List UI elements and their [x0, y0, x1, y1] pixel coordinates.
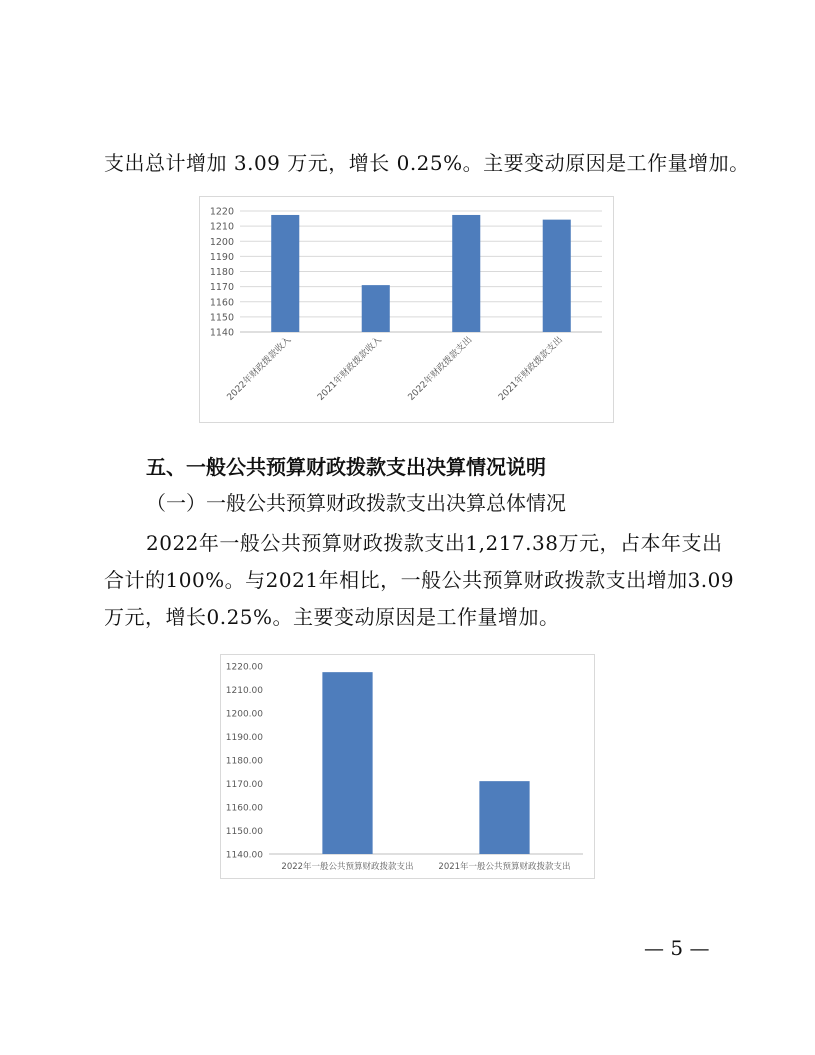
chart-2-y-tick-label: 1170.00 — [225, 780, 263, 790]
chart-2-bar — [322, 672, 372, 854]
top-paragraph-line: 支出总计增加 3.09 万元，增长 0.25%。主要变动原因是工作量增加。 — [104, 151, 750, 175]
chart-2 — [220, 654, 595, 879]
chart-1-y-tick-label: 1140 — [209, 327, 234, 339]
chart-2-bar — [479, 781, 529, 854]
chart-2-y-tick-label: 1180.00 — [225, 756, 263, 767]
chart-1-y-tick-label: 1170 — [209, 282, 234, 294]
chart-2-category-label: 2021年一般公共预算财政拨款支出 — [438, 862, 571, 872]
sub-heading: （一）一般公共预算财政拨款支出决算总体情况 — [146, 491, 566, 515]
chart-2-y-tick-label: 1210.00 — [225, 686, 263, 696]
paragraph-line-1: 2022年一般公共预算财政拨款支出1,217.38万元，占本年支出 — [146, 531, 723, 555]
chart-1-bar — [452, 215, 480, 332]
chart-1-svg — [200, 197, 613, 422]
chart-2-y-tick-label: 1140.00 — [225, 850, 263, 861]
chart-1-y-tick-label: 1180 — [209, 267, 234, 278]
chart-1-category-label: 2022年财政拨款支出 — [406, 335, 475, 403]
chart-1-category-label: 2022年财政拨款收入 — [225, 335, 294, 403]
chart-1-y-tick-label: 1200 — [209, 236, 234, 248]
chart-1-bar — [362, 285, 390, 332]
page-number: — 5 — — [644, 936, 710, 960]
section-heading: 五、一般公共预算财政拨款支出决算情况说明 — [146, 455, 546, 479]
paragraph-line-2: 合计的100%。与2021年相比，一般公共预算财政拨款支出增加3.09 — [104, 568, 735, 592]
chart-1-y-tick-label: 1150 — [209, 312, 234, 324]
chart-2-y-tick-label: 1190.00 — [225, 733, 263, 743]
paragraph-line-3: 万元，增长0.25%。主要变动原因是工作量增加。 — [104, 605, 560, 629]
chart-1 — [199, 196, 614, 423]
chart-1-bar — [543, 220, 571, 332]
chart-1-category-label: 2021年财政拨款支出 — [497, 335, 565, 403]
chart-2-y-tick-label: 1160.00 — [225, 803, 263, 814]
chart-1-y-tick-label: 1220 — [209, 206, 234, 218]
chart-2-y-tick-label: 1200.00 — [225, 709, 263, 720]
chart-1-y-tick-label: 1210 — [209, 221, 234, 233]
chart-1-y-tick-label: 1190 — [209, 251, 234, 263]
chart-2-svg — [221, 655, 594, 878]
chart-1-category-label: 2021年财政拨款收入 — [316, 335, 384, 403]
chart-2-y-tick-label: 1220.00 — [225, 662, 263, 673]
chart-1-bar — [271, 215, 299, 332]
chart-2-category-label: 2022年一般公共预算财政拨款支出 — [281, 862, 414, 872]
chart-1-y-tick-label: 1160 — [209, 297, 234, 309]
chart-2-y-tick-label: 1150.00 — [225, 827, 263, 837]
